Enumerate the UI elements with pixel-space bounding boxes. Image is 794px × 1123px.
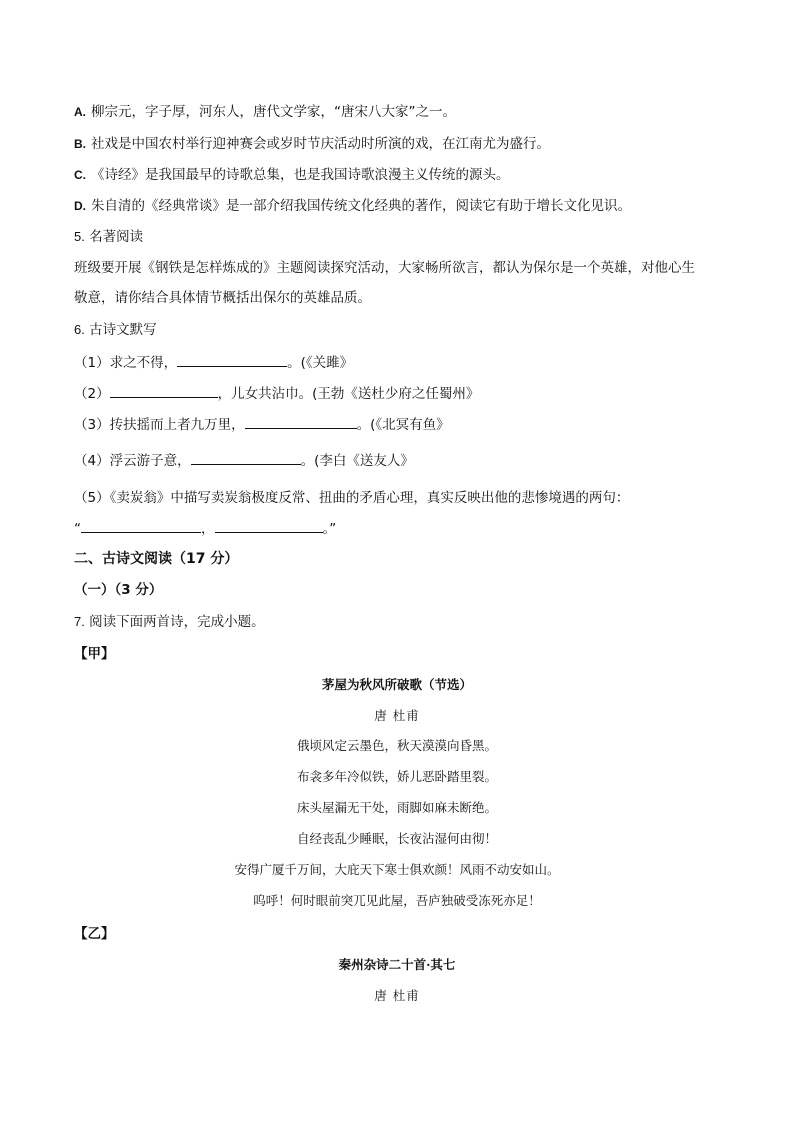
answer-blank[interactable] <box>81 518 201 533</box>
q6-heading <box>74 320 157 340</box>
poem-line: 自经丧乱少睡眠，长夜沾湿何由彻！ <box>296 831 497 846</box>
option-letter: B. <box>74 137 86 151</box>
item-prefix: （1）求之不得， <box>74 355 178 371</box>
option-text: 朱自清的《经典常谈》是一部介绍我国传统文化经典的著作，阅读它有助于增长文化见识。 <box>91 198 631 214</box>
question-title: 名著阅读 <box>89 229 144 245</box>
poem-author: 唐 杜甫 <box>374 708 420 723</box>
q7-heading <box>74 612 265 632</box>
answer-blank[interactable] <box>177 352 287 367</box>
item-prefix: （2） <box>74 386 110 402</box>
q6-item-2 <box>74 383 479 404</box>
question-number: 6. <box>74 322 85 337</box>
poem-label-yi: 【乙】 <box>74 926 115 942</box>
answer-blank[interactable] <box>110 383 218 398</box>
q5-body-line-1: 班级要开展《钢铁是怎样炼成的》主题阅读探究活动，大家畅所欲言，都认为保尔是一个英雄，对他心生 <box>74 260 695 276</box>
poem-line: 安得广厦千万间，大庇天下寒士俱欢颜！风雨不动安如山。 <box>234 862 560 877</box>
question-number: 7. <box>74 614 85 629</box>
poem-line: 俄顷风定云墨色，秋天漠漠向昏黑。 <box>296 738 497 753</box>
option-b <box>74 134 550 154</box>
option-text: 柳宗元，字子厚，河东人，唐代文学家，“唐宋八大家”之一。 <box>91 104 456 120</box>
item-suffix: 。(《北冥有鱼》 <box>356 417 450 433</box>
q5-body-line-2: 敬意，请你结合具体情节概括出保尔的英雄品质。 <box>74 290 371 306</box>
section-heading: 二、古诗文阅读（17 分） <box>74 551 239 567</box>
item-suffix: ，儿女共沾巾。(王勃《送杜少府之任蜀州》 <box>217 386 480 402</box>
option-d <box>74 196 631 216</box>
option-a <box>74 102 456 122</box>
q6-item-1 <box>74 352 353 373</box>
poem-title: 秦州杂诗二十首·其七 <box>338 957 456 972</box>
question-text: 阅读下面两首诗，完成小题。 <box>89 614 265 630</box>
item-prefix: （3）抟扶摇而上者九万里， <box>74 417 245 433</box>
poem-line: 布衾多年冷似铁，娇儿恶卧踏里裂。 <box>296 769 497 784</box>
option-letter: D. <box>74 199 86 213</box>
answer-blank[interactable] <box>215 518 323 533</box>
q6-item-4 <box>74 450 414 471</box>
close-quote: 。” <box>322 521 337 537</box>
option-letter: A. <box>74 105 86 119</box>
poem-line: 床头屋漏无干处，雨脚如麻未断绝。 <box>296 800 497 815</box>
item-prefix: （4）浮云游子意， <box>74 453 191 469</box>
subsection-heading: （一）（3 分） <box>74 582 163 598</box>
item-suffix: 。(李白《送友人》 <box>300 453 414 469</box>
item-suffix: 。(《关雎》 <box>287 355 354 371</box>
option-text: 《诗经》是我国最早的诗歌总集，也是我国诗歌浪漫主义传统的源头。 <box>91 167 510 183</box>
comma: ， <box>201 521 215 537</box>
option-letter: C. <box>74 168 86 182</box>
q5-heading <box>74 227 143 247</box>
answer-blank[interactable] <box>191 450 301 465</box>
poem-title: 茅屋为秋风所破歌（节选） <box>321 677 472 692</box>
open-quote: “ <box>74 521 81 537</box>
poem-label-jia: 【甲】 <box>74 646 115 662</box>
option-text: 社戏是中国农村举行迎神赛会或岁时节庆活动时所演的戏，在江南尤为盛行。 <box>91 136 550 152</box>
poem-author: 唐 杜甫 <box>374 988 420 1003</box>
poem-line: 呜呼！何时眼前突兀见此屋，吾庐独破受冻死亦足！ <box>253 893 541 908</box>
question-title: 古诗文默写 <box>89 322 157 338</box>
option-c <box>74 165 510 185</box>
q6-item-3 <box>74 414 450 435</box>
q6-item-5-answer <box>74 518 336 539</box>
q6-item-5: （5）《卖炭翁》中描写卖炭翁极度反常、扭曲的矛盾心理，真实反映出他的悲惨境遇的两句： <box>74 490 630 506</box>
answer-blank[interactable] <box>245 414 357 429</box>
question-number: 5. <box>74 229 85 244</box>
